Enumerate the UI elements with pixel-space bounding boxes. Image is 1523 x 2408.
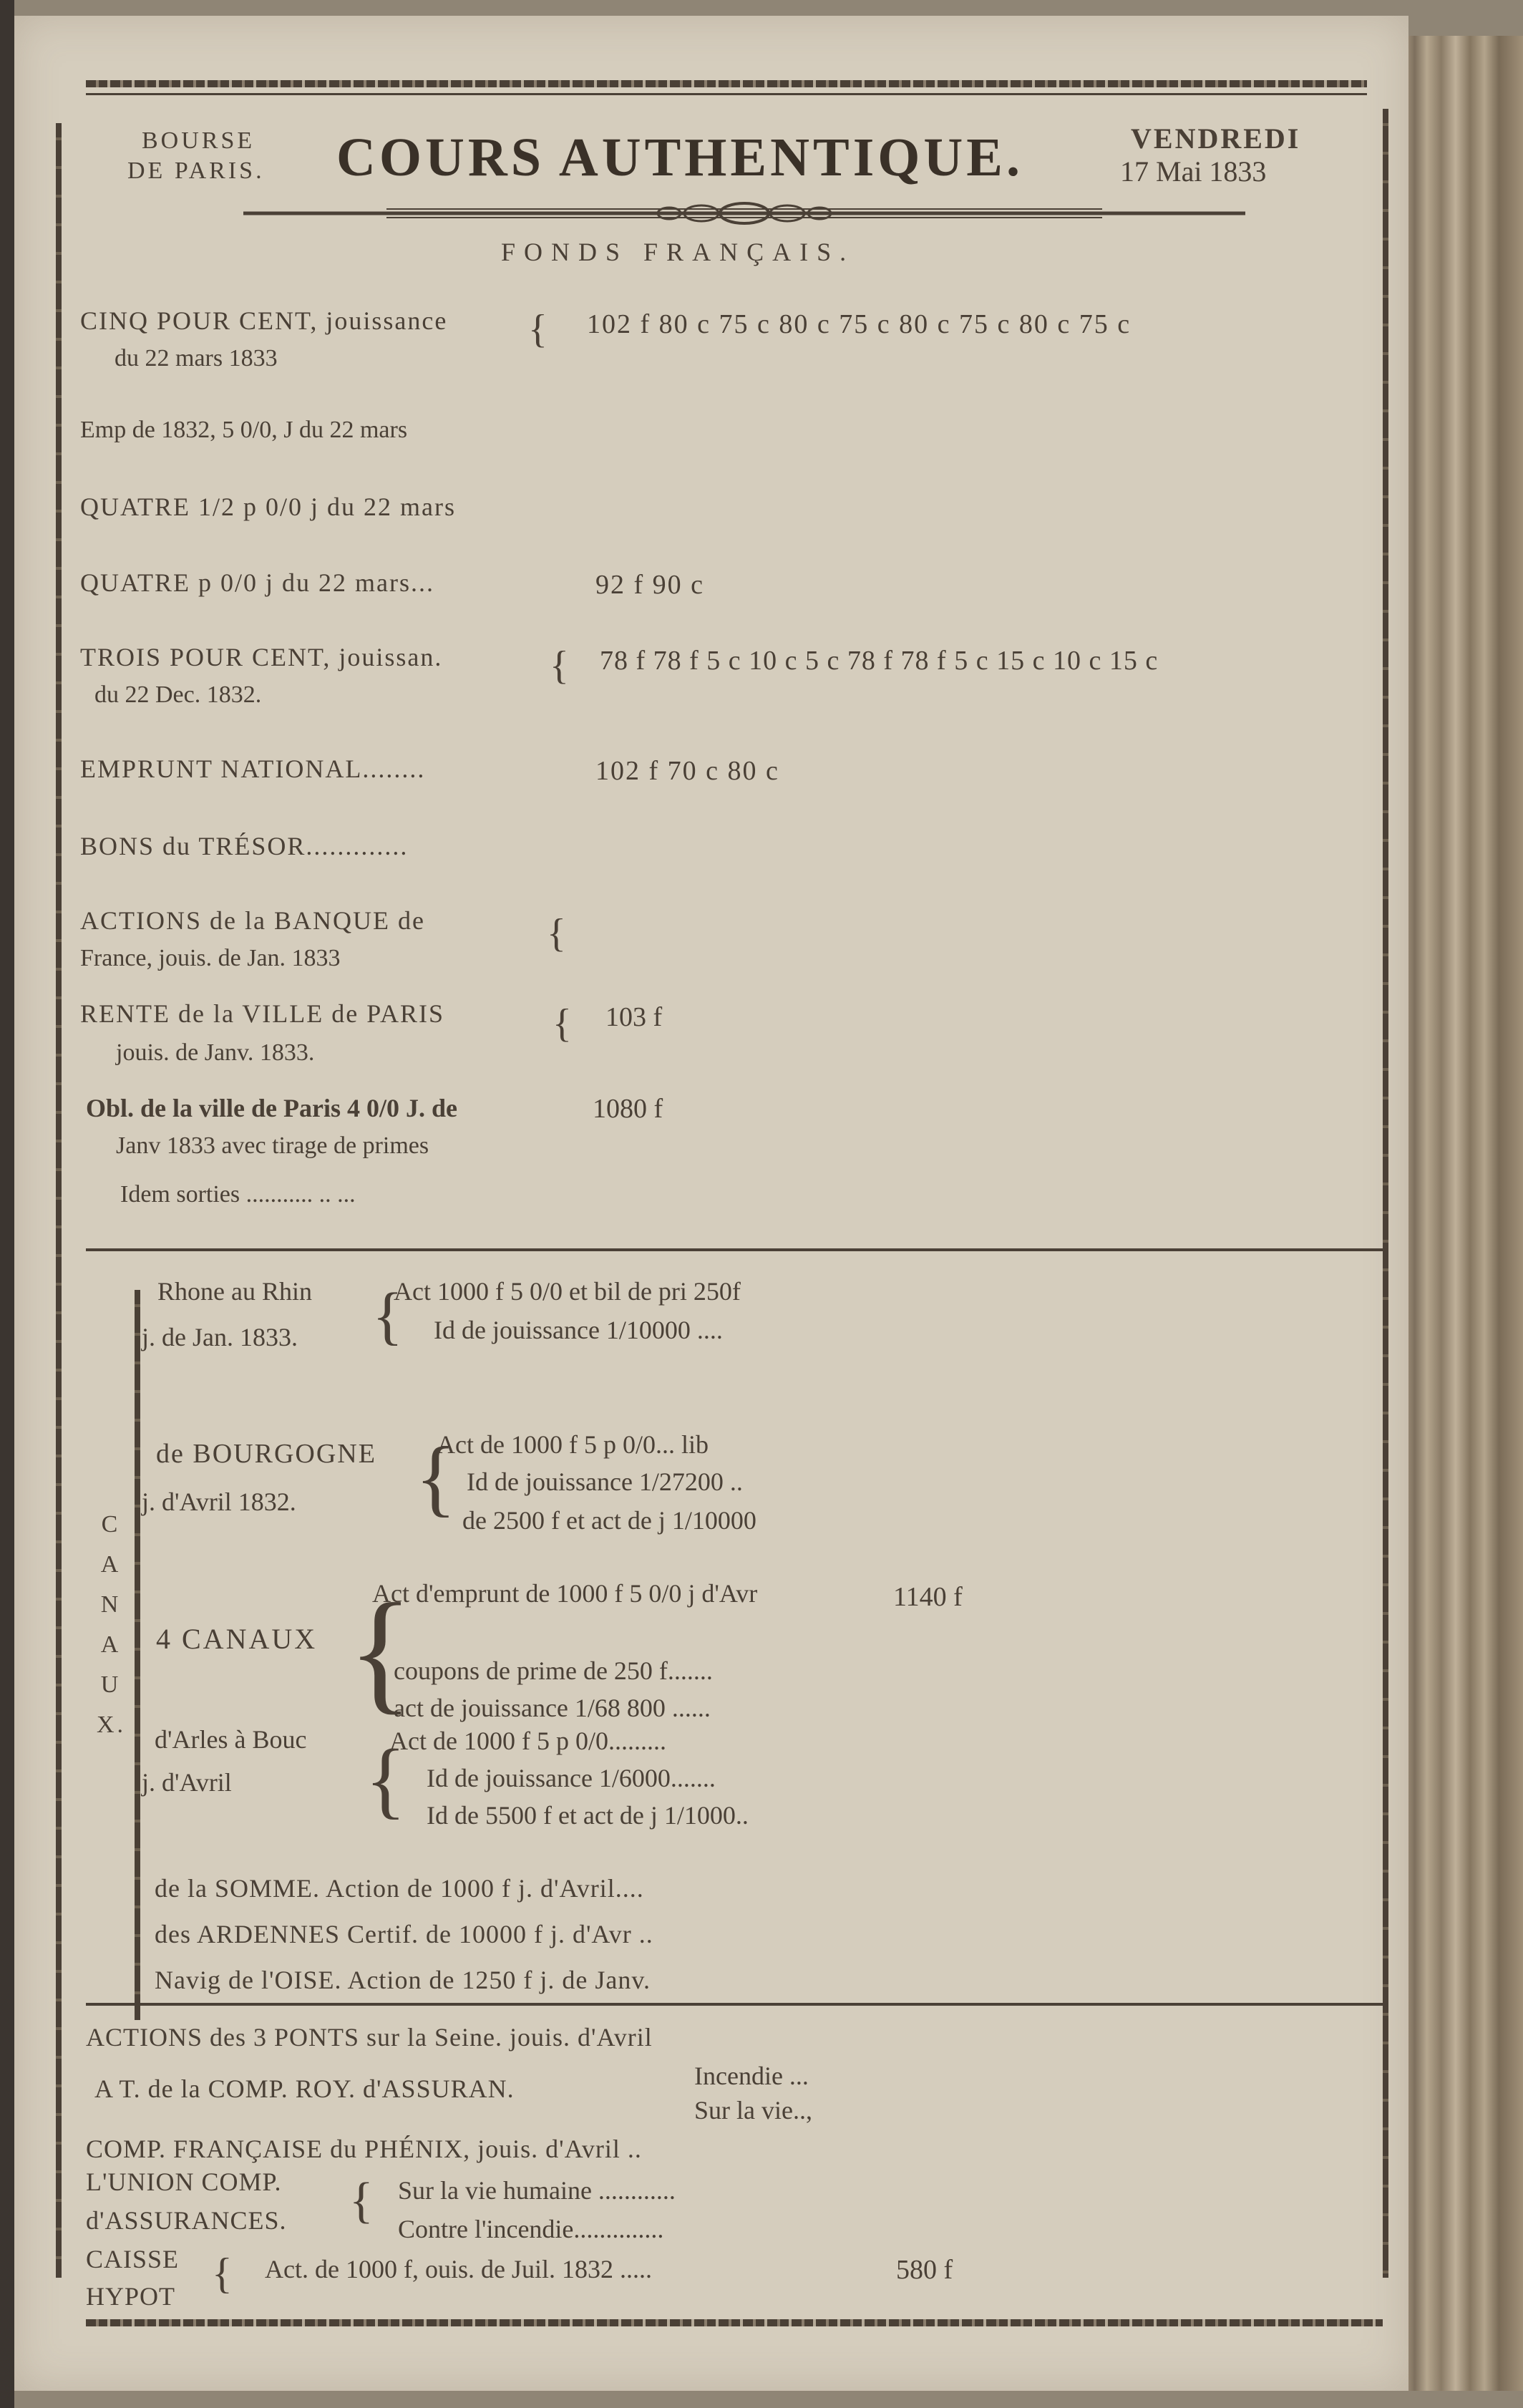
canal-action: Act de 1000 f 5 p 0/0... lib	[437, 1430, 709, 1459]
assurance-label: A T. de la COMP. ROY. d'ASSURAN.	[94, 2074, 515, 2103]
canal-action: Act de 1000 f 5 p 0/0.........	[389, 1727, 666, 1755]
row-prices: 78 f 78 f 5 c 10 c 5 c 78 f 78 f 5 c 15 c 10 c 15 c	[600, 646, 1159, 676]
caisse-label: HYPOT	[86, 2282, 176, 2311]
canal-label: 4 CANAUX	[156, 1623, 318, 1655]
row-label: RENTE de la VILLE de PARIS	[80, 999, 444, 1028]
row-sublabel: du 22 mars 1833	[115, 345, 278, 372]
row-label: ACTIONS de la BANQUE de	[80, 906, 425, 935]
canal-price: 1140 f	[893, 1582, 963, 1612]
canal-row: Navig de l'OISE. Action de 1250 f j. de Janv.	[155, 1966, 651, 1994]
bottom-rule	[86, 2319, 1383, 2326]
section-divider	[86, 2003, 1383, 2006]
caisse-price: 580 f	[896, 2255, 953, 2285]
left-border	[56, 123, 62, 2278]
page-title: COURS AUTHENTIQUE.	[336, 127, 1023, 188]
header-right-line1: VENDREDI	[1131, 122, 1301, 155]
right-border	[1383, 109, 1388, 2278]
canal-action: de 2500 f et act de j 1/10000	[462, 1506, 756, 1535]
canal-action: Id de jouissance 1/27200 ..	[467, 1467, 743, 1496]
phenix-row: COMP. FRANÇAISE du PHÉNIX, jouis. d'Avril ..	[86, 2135, 642, 2163]
brace: {	[212, 2250, 233, 2297]
row-label: TROIS POUR CENT, jouissan.	[80, 643, 443, 671]
canal-sublabel: j. d'Avril 1832.	[142, 1487, 296, 1516]
brace: {	[365, 1732, 407, 1827]
brace: {	[528, 307, 548, 351]
canal-row: de la SOMME. Action de 1000 f j. d'Avril....	[155, 1874, 644, 1903]
row-prices: 1080 f	[593, 1094, 663, 1124]
title-ornament	[243, 200, 1245, 226]
row-sublabel: Janv 1833 avec tirage de primes	[116, 1132, 429, 1159]
union-action: Contre l'incendie..............	[398, 2215, 664, 2243]
caisse-label: CAISSE	[86, 2245, 180, 2273]
binding-shadow	[0, 0, 14, 2408]
union-label: L'UNION COMP.	[86, 2167, 282, 2196]
canal-label: de BOURGOGNE	[156, 1439, 376, 1469]
row-label: QUATRE 1/2 p 0/0 j du 22 mars	[80, 492, 456, 521]
canaux-vertical-label: CANAUX.	[97, 1511, 127, 1738]
brace: {	[348, 1576, 414, 1727]
row-sublabel: du 22 Dec. 1832.	[94, 681, 262, 708]
section-divider	[86, 1248, 1383, 1251]
brace: {	[550, 644, 569, 688]
row-sublabel: Idem sorties ........... .. ...	[120, 1181, 356, 1208]
header-left-line2: DE PARIS.	[127, 157, 265, 184]
ponts-row: ACTIONS des 3 PONTS sur la Seine. jouis. d'Avril	[86, 2023, 653, 2052]
brace: {	[553, 1001, 572, 1046]
union-action: Sur la vie humaine ............	[398, 2176, 676, 2205]
header-left-line1: BOURSE	[142, 127, 256, 154]
canal-action: Id de jouissance 1/10000 ....	[434, 1316, 723, 1344]
section-title: FONDS FRANÇAIS.	[501, 238, 855, 266]
canal-action: Act d'emprunt de 1000 f 5 0/0 j d'Avr	[372, 1579, 758, 1608]
canal-action: coupons de prime de 250 f.......	[394, 1656, 713, 1685]
brace: {	[547, 911, 566, 956]
top-rule-thin	[86, 93, 1367, 95]
row-label: Emp de 1832, 5 0/0, J du 22 mars	[80, 417, 408, 443]
brace: {	[372, 1281, 404, 1351]
top-rule	[86, 80, 1367, 87]
row-label: Obl. de la ville de Paris 4 0/0 J. de	[86, 1094, 457, 1122]
canal-label: d'Arles à Bouc	[155, 1725, 307, 1754]
row-label: QUATRE p 0/0 j du 22 mars...	[80, 568, 434, 597]
brace: {	[415, 1429, 457, 1525]
row-prices: 92 f 90 c	[595, 570, 705, 600]
canal-label: Rhone au Rhin	[157, 1277, 312, 1306]
row-sublabel: France, jouis. de Jan. 1833	[80, 945, 341, 971]
row-prices: 103 f	[605, 1002, 663, 1032]
page-edges	[1403, 36, 1523, 2391]
row-label: EMPRUNT NATIONAL........	[80, 754, 426, 783]
row-prices: 102 f 80 c 75 c 80 c 75 c 80 c 75 c 80 c 75 c	[587, 309, 1132, 339]
union-label: d'ASSURANCES.	[86, 2206, 287, 2235]
document-page	[14, 16, 1408, 2391]
canal-action: Id de 5500 f et act de j 1/1000..	[427, 1801, 749, 1830]
row-prices: 102 f 70 c 80 c	[595, 756, 779, 786]
row-sublabel: jouis. de Janv. 1833.	[116, 1039, 315, 1066]
canal-sublabel: j. d'Avril	[142, 1768, 232, 1797]
row-label: CINQ POUR CENT, jouissance	[80, 306, 448, 335]
canal-sublabel: j. de Jan. 1833.	[142, 1323, 298, 1351]
canaux-border	[135, 1290, 140, 2020]
caisse-action: Act. de 1000 f, ouis. de Juil. 1832 .....	[265, 2255, 652, 2283]
canal-action: Id de jouissance 1/6000.......	[427, 1764, 716, 1792]
header-date: 17 Mai 1833	[1120, 155, 1267, 188]
canal-row: des ARDENNES Certif. de 10000 f j. d'Avr ..	[155, 1920, 653, 1948]
row-label: BONS du TRÉSOR.............	[80, 832, 409, 860]
assurance-action: Sur la vie..,	[694, 2096, 812, 2125]
canal-action: act de jouissance 1/68 800 ......	[394, 1694, 711, 1722]
canal-action: Act 1000 f 5 0/0 et bil de pri 250f	[394, 1277, 741, 1306]
brace: {	[349, 2173, 374, 2228]
assurance-action: Incendie ...	[694, 2062, 809, 2090]
